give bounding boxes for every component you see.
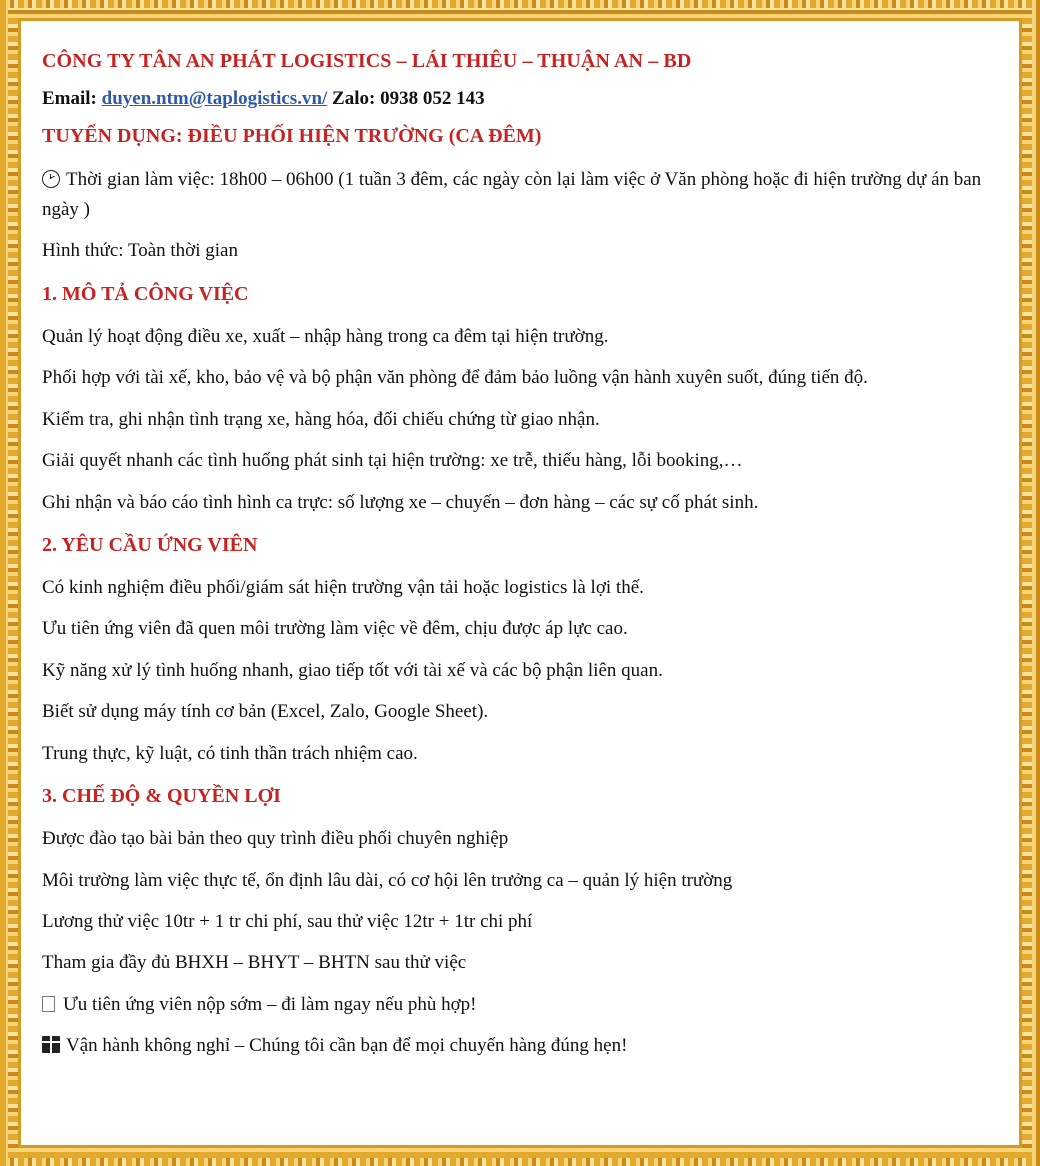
priority-row (42, 990, 1012, 1019)
job-post-content (42, 46, 1012, 1073)
section-benefits-title: 3. CHẾ ĐỘ & QUYỀN LỢI (42, 785, 281, 808)
benefit-item: Tham gia đầy đủ BHXH – BHYT – BHTN sau thử việc (42, 952, 467, 974)
job-description-item: Ghi nhận và báo cáo tình hình ca trực: số lượng xe – chuyến – đơn hàng – các sự cố phát sinh. (42, 491, 759, 513)
requirement-item: Có kinh nghiệm điều phối/giám sát hiện trường vận tải hoặc logistics là lợi thế. (42, 576, 644, 598)
job-description-item: Giải quyết nhanh các tình huống phát sinh tại hiện trường: xe trễ, thiếu hàng, lỗi booking,… (42, 450, 743, 472)
job-description-item: Phối hợp với tài xế, kho, bảo vệ và bộ phận văn phòng để đảm bảo luồng vận hành xuyên suốt, đúng tiến độ. (42, 367, 868, 389)
contact-line (42, 84, 1012, 113)
email-link[interactable]: duyen.ntm@taplogistics.vn/ (101, 88, 328, 109)
gift-icon (42, 1036, 60, 1053)
zalo-contact: Zalo: 0938 052 143 (332, 88, 485, 109)
requirement-item: Kỹ năng xử lý tình huống nhanh, giao tiếp tốt với tài xế và các bộ phận liên quan. (42, 659, 663, 681)
company-title: CÔNG TY TÂN AN PHÁT LOGISTICS – LÁI THIÊU – THUẬN AN – BD (42, 50, 692, 72)
benefit-item: Được đào tạo bài bản theo quy trình điều phối chuyên nghiệp (42, 828, 509, 850)
priority-text: Ưu tiên ứng viên nộp sớm – đi làm ngay nếu phù hợp! (63, 993, 477, 1015)
operation-row (42, 1031, 1012, 1060)
job-description-item: Quản lý hoạt động điều xe, xuất – nhập hàng trong ca đêm tại hiện trường. (42, 325, 609, 347)
work-time-text: Thời gian làm việc: 18h00 – 06h00 (1 tuần 3 đêm, các ngày còn lại làm việc ở Văn phòng hoặc đi hiện trường dự án ban ngày ) (42, 169, 982, 220)
benefit-item: Môi trường làm việc thực tế, ổn định lâu dài, có cơ hội lên trưởng ca – quản lý hiện trường (42, 869, 733, 891)
clock-icon (42, 170, 60, 188)
recruitment-title: TUYỂN DỤNG: ĐIỀU PHỐI HIỆN TRƯỜNG (CA ĐÊM) (42, 125, 542, 148)
employment-type: Hình thức: Toàn thời gian (42, 240, 238, 262)
box-icon (42, 996, 55, 1012)
requirement-item: Biết sử dụng máy tính cơ bản (Excel, Zalo, Google Sheet). (42, 701, 489, 723)
work-time-row (42, 165, 1012, 224)
operation-text: Vận hành không nghỉ – Chúng tôi cần bạn để mọi chuyến hàng đúng hẹn! (66, 1035, 628, 1057)
section-requirements-title: 2. YÊU CẦU ỨNG VIÊN (42, 533, 258, 556)
requirement-item: Trung thực, kỹ luật, có tinh thần trách nhiệm cao. (42, 742, 418, 764)
benefit-item: Lương thử việc 10tr + 1 tr chi phí, sau thử việc 12tr + 1tr chi phí (42, 911, 533, 932)
job-description-item: Kiểm tra, ghi nhận tình trạng xe, hàng hóa, đối chiếu chứng từ giao nhận. (42, 408, 600, 430)
section-job-description-title: 1. MÔ TẢ CÔNG VIỆC (42, 282, 249, 305)
requirement-item: Ưu tiên ứng viên đã quen môi trường làm việc về đêm, chịu được áp lực cao. (42, 618, 628, 640)
email-label: Email: (42, 88, 102, 109)
